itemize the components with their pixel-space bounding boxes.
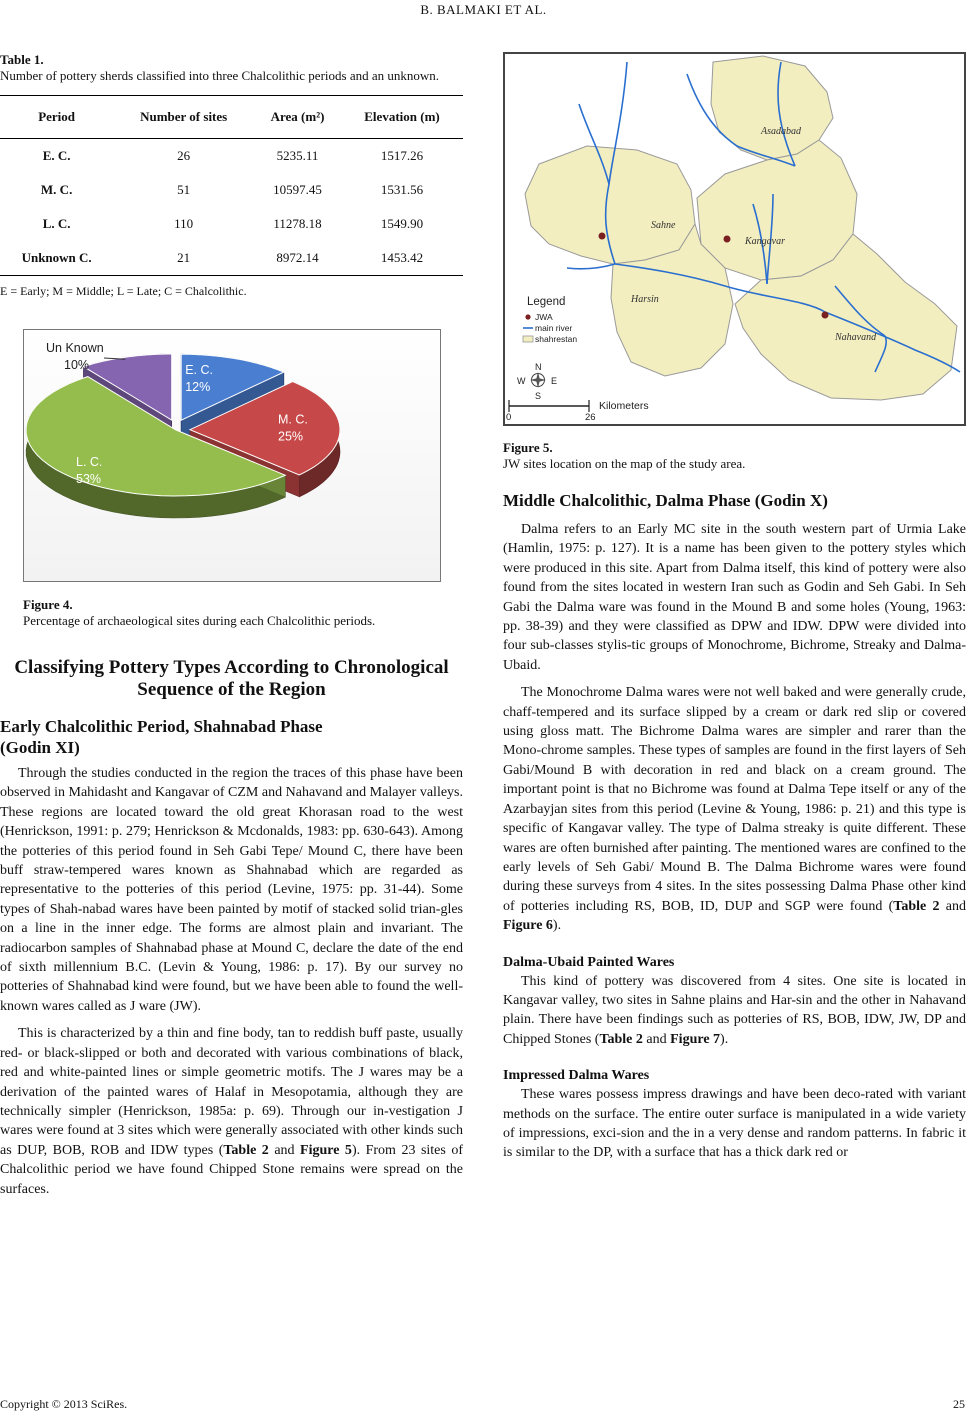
pie-value-label-l-c: 53%: [76, 472, 102, 486]
cell-elevation: 1531.56: [380, 182, 424, 197]
column-header-area: Area (m²): [270, 109, 325, 124]
svg-text:E: E: [551, 376, 558, 386]
svg-text:S: S: [535, 391, 542, 401]
place-nahavand: Nahavand: [835, 332, 877, 343]
pie-category-label-un-known: Un Known: [46, 341, 104, 355]
column-header-sites: Number of sites: [140, 109, 228, 124]
cell-area: 8972.14: [254, 241, 341, 276]
cell-period: M. C.: [40, 182, 73, 197]
pie-value-label-m-c: 25%: [278, 429, 304, 444]
place-harsin: Harsin: [631, 294, 659, 305]
table-row: [0, 207, 463, 241]
svg-text:Kilometers: Kilometers: [599, 400, 649, 412]
middle-chalcolithic-heading: Middle Chalcolithic, Dalma Phase (Godin X): [503, 491, 828, 510]
early-chalcolithic-body: [0, 764, 463, 1199]
middle-chalcolithic-body: [503, 520, 966, 936]
paragraph: Dalma refers to an Early MC site in the south western part of Urmia Lake (Hamlin, 1975: p. 127). It is a name has been given to the pottery styles which were produced in this site. Apart from Dalma itself, this kind of pottery were also found from the sites located in western Iran such as Godin and Seh Gabi. In Seh Gabi the Dalma ware was found in the Mound B and some holes (Young, 1963: pp. 38-39) and they were classified as DPW and IDW. DPW were divided into four sub-classes stylis-tic groups of Monochrome, Bichrome, Streaky and Dalma-Ubaid.: [503, 522, 966, 673]
svg-text:N: N: [535, 362, 542, 372]
cell-elevation: 1549.90: [380, 216, 424, 231]
table-row: [0, 173, 463, 207]
svg-text:main river: main river: [535, 323, 573, 333]
figure4-caption: Percentage of archaeological sites during each Chalcolithic periods.: [23, 613, 376, 628]
left-column: [0, 52, 463, 1199]
svg-text:shahrestan: shahrestan: [535, 334, 578, 344]
svg-text:JWA: JWA: [535, 312, 553, 322]
figure4-label: Figure 4.: [23, 597, 73, 612]
place-kangavar: Kangavar: [745, 236, 785, 247]
column-header-elevation: Elevation (m): [364, 109, 440, 124]
paragraph: The Monochrome Dalma wares were not well baked and were generally crude, chaff-tempered and its surface slipped by a cream or dark red slip or covered using gloss matt. The Bichrome Dalma wares are simpler and rarer than the Mono-chrome samples. These types of samples are found in the first layers of Seh Gabi/Mound B with decoration in red and black on a cream ground. The important point is that no Bichrome was found at Dalma Tepe itself or any of the Azarbayjan sites from this period (Levine & Young, 1986: p. 21) and this type is specific of Kangavar valley. The type of Dalma streaky is quite different. These wares are often burnished after painting. The mentioned wares are confined to the early levels of Seh Gabi/ Mound B. The Dalma Bichrome wares were found during these surveys from 4 sites. In the sites possessing Dalma Phase other kind of potteries including RS, BOB, ID, DUP and SGP were found (Table 2 and Figure 6).: [503, 685, 966, 934]
table-row: [0, 241, 463, 276]
svg-text:0: 0: [506, 412, 512, 423]
table-header-row: [0, 96, 463, 139]
figure5-label: Figure 5.: [503, 440, 553, 455]
pie-value-label-un-known: 10%: [64, 358, 90, 372]
pottery-sites-table: [0, 95, 463, 276]
cell-period: E. C.: [42, 148, 71, 163]
cell-period: Unknown C.: [0, 241, 113, 276]
pie-category-label-m-c: M. C.: [278, 412, 308, 427]
pie-chart-frame: [23, 329, 441, 582]
paragraph: This is characterized by a thin and fine body, tan to reddish buff paste, usually red- or black-slipped or both and decorated with various combinations of black, red and white-painted lines or simple geometric motifs. The J wares may be a derivation of the painted wares of Halaf in Mesopotamia, although they are technically simpler (Henrickson, 1985a: p. 69). Through our in-vestigation J wares were found at 3 sites which were generally associated with other kinds such as DUP, BOB, ROB and IDW types (Table 2 and Figure 5). From 23 sites of Chalcolithic period we have found Chipped Stone remains were spread on the surfaces.: [0, 1026, 463, 1197]
paragraph: These wares possess impress drawings and have been deco-rated with variant methods on the surface. The entire outer surface is manipulated in a wide variety of impressions, exci-sion and the in a very dense and random patterns. In fabric it is similar to the DP, with a surface that has a thick dark red or: [503, 1087, 966, 1161]
place-sahne: Sahne: [651, 220, 676, 231]
cell-sites: 110: [174, 216, 194, 231]
cell-sites: 51: [177, 182, 191, 197]
legend-shahrestan-symbol: [523, 336, 533, 342]
pie-category-label-l-c: L. C.: [76, 455, 103, 469]
dalma-ubaid-heading: Dalma-Ubaid Painted Wares: [503, 954, 675, 970]
paragraph: This kind of pottery was discovered from 4 sites. One site is located in Kangavar valley, two sites in Sahne plains and Har-sin and the other in Nahavand plain. There have been findings such as potteries of RS, BOB, IDW, JW, DP and Chipped Stones (Table 2 and Figure 7).: [503, 973, 966, 1047]
svg-text:Legend: Legend: [527, 296, 566, 308]
cell-sites: 26: [177, 148, 191, 163]
table-label: Table 1.: [0, 52, 44, 67]
figure4-caption-block: [23, 597, 439, 629]
table-caption: Number of pottery sherds classified into three Chalcolithic periods and an unknown.: [0, 68, 440, 83]
right-column: [503, 52, 966, 1163]
jwa-site-marker: [822, 312, 829, 319]
paragraph: Through the studies conducted in the region the traces of this phase have been observed in Mahidasht and Kangavar of CZM and Nahavand and Malayer valleys. These regions are located toward the old great Khorasan road to the west (Henrickson, 1991: p. 279; Henrickson & Mcdonalds, 1983: pp. 630-643). Among the potteries of this period found in Seh Gabi Tepe/ Mound C, there have been buff straw-tempered wares known as Shahnabad which are regarded as representative to the potteries of this period (Levine, 1975: pp. 31-44). Some types of Shah-nabad wares have been painted by motif of stacked solid trian-gles on a line in the inner edge. The forms are almost plain and invariant. The radiocarbon samples of Shahnabad phase at Mound C, declare the date of the end of sixth millennium B.C. (Levin & Young, 1986: p. 17). By our survey no potteries of Shahnabad kind were found, but we have been able to found the well-known wares called as J ware (JW).: [0, 766, 463, 1014]
running-header: B. BALMAKI ET AL.: [420, 2, 547, 17]
section-title: Classifying Pottery Types According to Chronological Sequence of the Region: [14, 657, 449, 700]
jwa-site-marker: [724, 236, 731, 243]
table-row: [0, 139, 463, 174]
pie-value-label-e-c: 12%: [185, 380, 211, 395]
early-chalcolithic-heading: Early Chalcolithic Period, Shahnabad Phase (Godin XI): [0, 717, 323, 757]
column-header-period: Period: [38, 109, 76, 124]
table-footnote: E = Early; M = Middle; L = Late; C = Chalcolithic.: [0, 284, 247, 298]
cell-elevation: 1517.26: [380, 148, 424, 163]
cell-area: 10597.45: [273, 182, 322, 197]
figure5-caption: JW sites location on the map of the study area.: [503, 456, 746, 471]
page-number: 25: [953, 1397, 965, 1411]
jwa-site-marker: [599, 233, 606, 240]
map-graphic: [505, 54, 964, 424]
cell-area: 5235.11: [276, 148, 319, 163]
copyright-footer: Copyright © 2013 SciRes.: [0, 1397, 128, 1411]
pie-chart: [24, 330, 440, 581]
svg-text:26: 26: [585, 412, 596, 423]
cell-elevation: 1453.42: [341, 241, 463, 276]
legend-jwa-symbol: [525, 314, 530, 319]
cell-area: 11278.18: [273, 216, 322, 231]
svg-text:W: W: [517, 376, 526, 386]
cell-period: L. C.: [42, 216, 71, 231]
place-asadabad: Asadabad: [761, 126, 801, 137]
figure5-caption-block: [503, 440, 966, 472]
impressed-dalma-heading: Impressed Dalma Wares: [503, 1068, 650, 1084]
study-area-map: [503, 52, 966, 426]
cell-sites: 21: [113, 241, 254, 276]
pie-category-label-e-c: E. C.: [185, 363, 213, 378]
